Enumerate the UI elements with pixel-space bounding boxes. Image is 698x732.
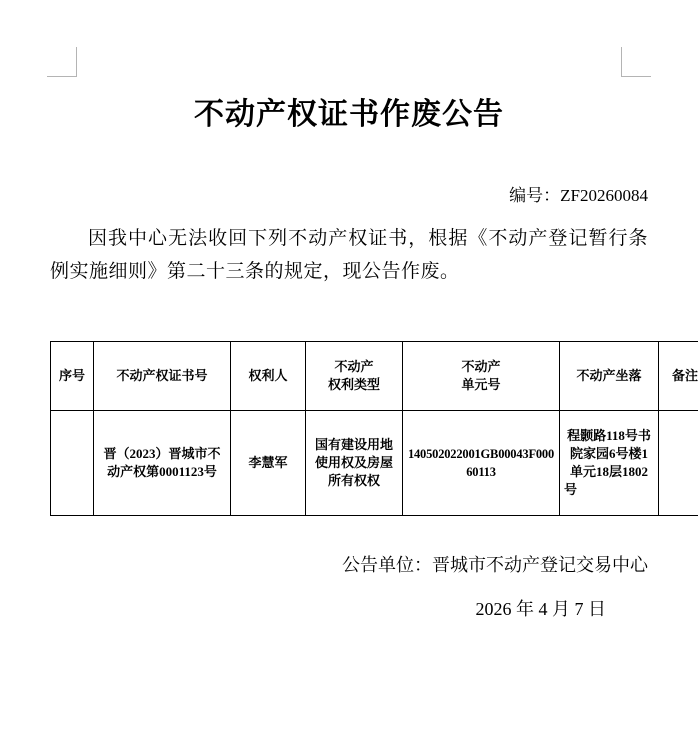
cell-location: 程颢路118号书院家园6号楼1单元18层1802号 (560, 411, 659, 516)
cell-certificate-number: 晋（2023）晋城市不动产权第0001123号 (94, 411, 231, 516)
crop-mark-top-right (621, 47, 651, 77)
table-body (51, 411, 698, 516)
body-paragraph: 因我中心无法收回下列不动产权证书，根据《不动产登记暂行条例实施细则》第二十三条的规定，现公告作废。 (50, 228, 648, 282)
cell-right-type: 国有建设用地使用权及房屋所有权权 (306, 411, 403, 516)
cell-unit-number: 140502022001GB00043F00060113 (403, 411, 560, 516)
column-header-unit-number-line1: 不动产 (461, 359, 501, 374)
column-header-certificate-number: 不动产权证书号 (94, 342, 231, 411)
cell-remark (659, 411, 698, 516)
footer-issuer-label: 公告单位： (342, 555, 432, 575)
table-header-row (51, 342, 698, 411)
certificate-void-table (50, 341, 698, 516)
footer-issuer-name: 晋城市不动产登记交易中心 (432, 555, 648, 575)
cell-sequence (51, 411, 94, 516)
serial-number (509, 184, 648, 208)
crop-mark-top-left (47, 47, 77, 77)
page-title: 不动产权证书作废公告 (194, 98, 504, 131)
column-header-unit-number (403, 342, 560, 411)
column-header-right-type-line2: 权利类型 (327, 377, 380, 392)
column-header-sequence: 序号 (51, 342, 94, 411)
table-row (51, 411, 698, 516)
column-header-unit-number-line2: 单元号 (461, 377, 501, 392)
serial-number-value: ZF20260084 (560, 186, 648, 205)
column-header-right-type-line1: 不动产 (334, 359, 374, 374)
column-header-right-type (306, 342, 403, 411)
column-header-remark: 备注 (659, 342, 698, 411)
cell-owner: 李慧军 (231, 411, 306, 516)
column-header-owner: 权利人 (231, 342, 306, 411)
serial-number-label: 编号： (509, 186, 561, 205)
column-header-location: 不动产坐落 (560, 342, 659, 411)
table-header (51, 342, 698, 411)
footer-date: 2026 年 4 月 7 日 (475, 599, 606, 619)
footer-issuer (342, 552, 648, 578)
